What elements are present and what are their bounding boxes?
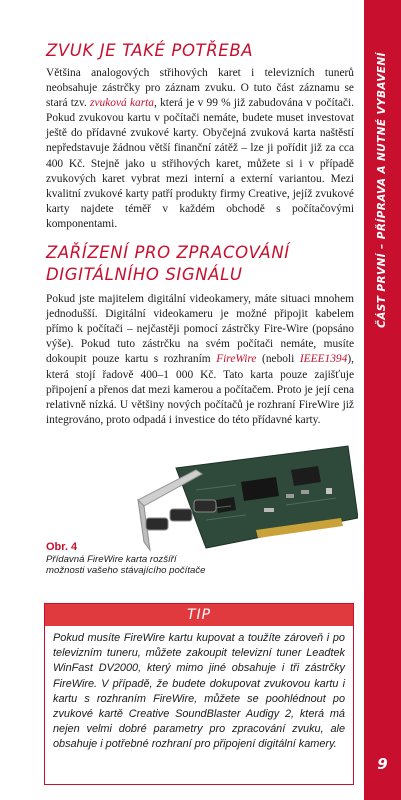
tip-box	[44, 603, 354, 785]
term-firewire: FireWire	[216, 353, 257, 366]
section-title-vertical: ČÁST PRVNÍ – PŘÍPRAVA A NUTNÉ VYBAVENÍ	[376, 52, 388, 328]
main-content	[46, 40, 354, 428]
paragraph-digital-text-1: Pokud jste majitelem digitální videokamery, máte situaci mnohem jednodušší. Digitální videokameru je možné připojit kabelem přímo k počítači – nejčastěji pomocí zástrčky Fire-Wire (popsáno výše). Pokud tuto zástrčku na svém počítači nemáte, musíte dokoupit pouze kartu s rozhraním	[46, 293, 354, 366]
caption-line-1: Přídavná FireWire karta rozšíří	[46, 553, 177, 565]
term-sound-card: zvuková karta	[90, 97, 154, 110]
paragraph-sound	[46, 66, 354, 232]
heading-sound: ZVUK JE TAKÉ POTŘEBA	[46, 41, 254, 60]
heading-digital-line2: DIGITÁLNÍHO SIGNÁLU	[46, 265, 243, 285]
paragraph-sound-text-2: , která je v 99 % již zabudována v počítači. Pokud zvukovou kartu v počítači nemáte, budete muset investovat ještě do přídavné zvukové karty. Obyčejná zvuková karta naštěstí nepředstavuje žádnou větší finanční zátěž – lze ji pořídit již za cca 400 Kč. Stejně jako u střihových karet, můžete si i v případě zvukových karet vybrat mezi interní a externí variantou. Mezi kvalitní zvukové karty patří produkty firmy Creative, jejíž zvukové karty najdete téměř v každém obchodě s počítačovými komponentami.	[46, 97, 354, 230]
figure-firewire-card	[46, 430, 360, 590]
term-ieee1394: IEEE1394	[299, 353, 348, 366]
caption-line-2: možnosti vašeho stávajícího počítače	[46, 565, 206, 576]
paragraph-sound-text-1: Většina analogových střihových karet i televizních tunerů neobsahuje zástrčky pro záznam zvuku. O tuto část záznamu se stará tzv.	[46, 67, 354, 110]
figure-label: Obr. 4	[46, 541, 78, 553]
tip-text: Pokud musíte FireWire kartu kupovat a toužíte zároveň i po televizním tuneru, můžete zakoupit televizní tuner Leadtek WinFast DV2000, který mimo jiné obsahuje i tři zástrčky FireWire. V případě, že budete dokupovat zvukovou kartu i kartu s rozhraním FireWire, můžete se poohlédnout po zvukové kartě Creative SoundBlaster Audigy 2, která má nejen velmi dobré parametry pro zpracování zvuku, ale obsahuje i potřebné rozhraní pro připojení digitální kamery.	[53, 632, 345, 751]
paragraph-digital-text-3: ), která stojí řadově 400–1 000 Kč. Tato karta pouze zajišťuje připojení a přenos dat mezi kamerou a počítačem. Proto je její cena relativně nízká. U většiny nových počítačů je rozhraní FireWire již integrováno, proto odpadá i investice do této přídavné karty.	[46, 353, 354, 426]
paragraph-digital	[46, 292, 354, 428]
page-number: 9	[377, 755, 388, 773]
figure-caption	[46, 542, 236, 577]
paragraph-digital-text-2: (neboli	[256, 353, 300, 366]
heading-digital-line1: ZAŘÍZENÍ PRO ZPRACOVÁNÍ	[46, 243, 290, 263]
tip-title: TIP	[45, 604, 353, 626]
